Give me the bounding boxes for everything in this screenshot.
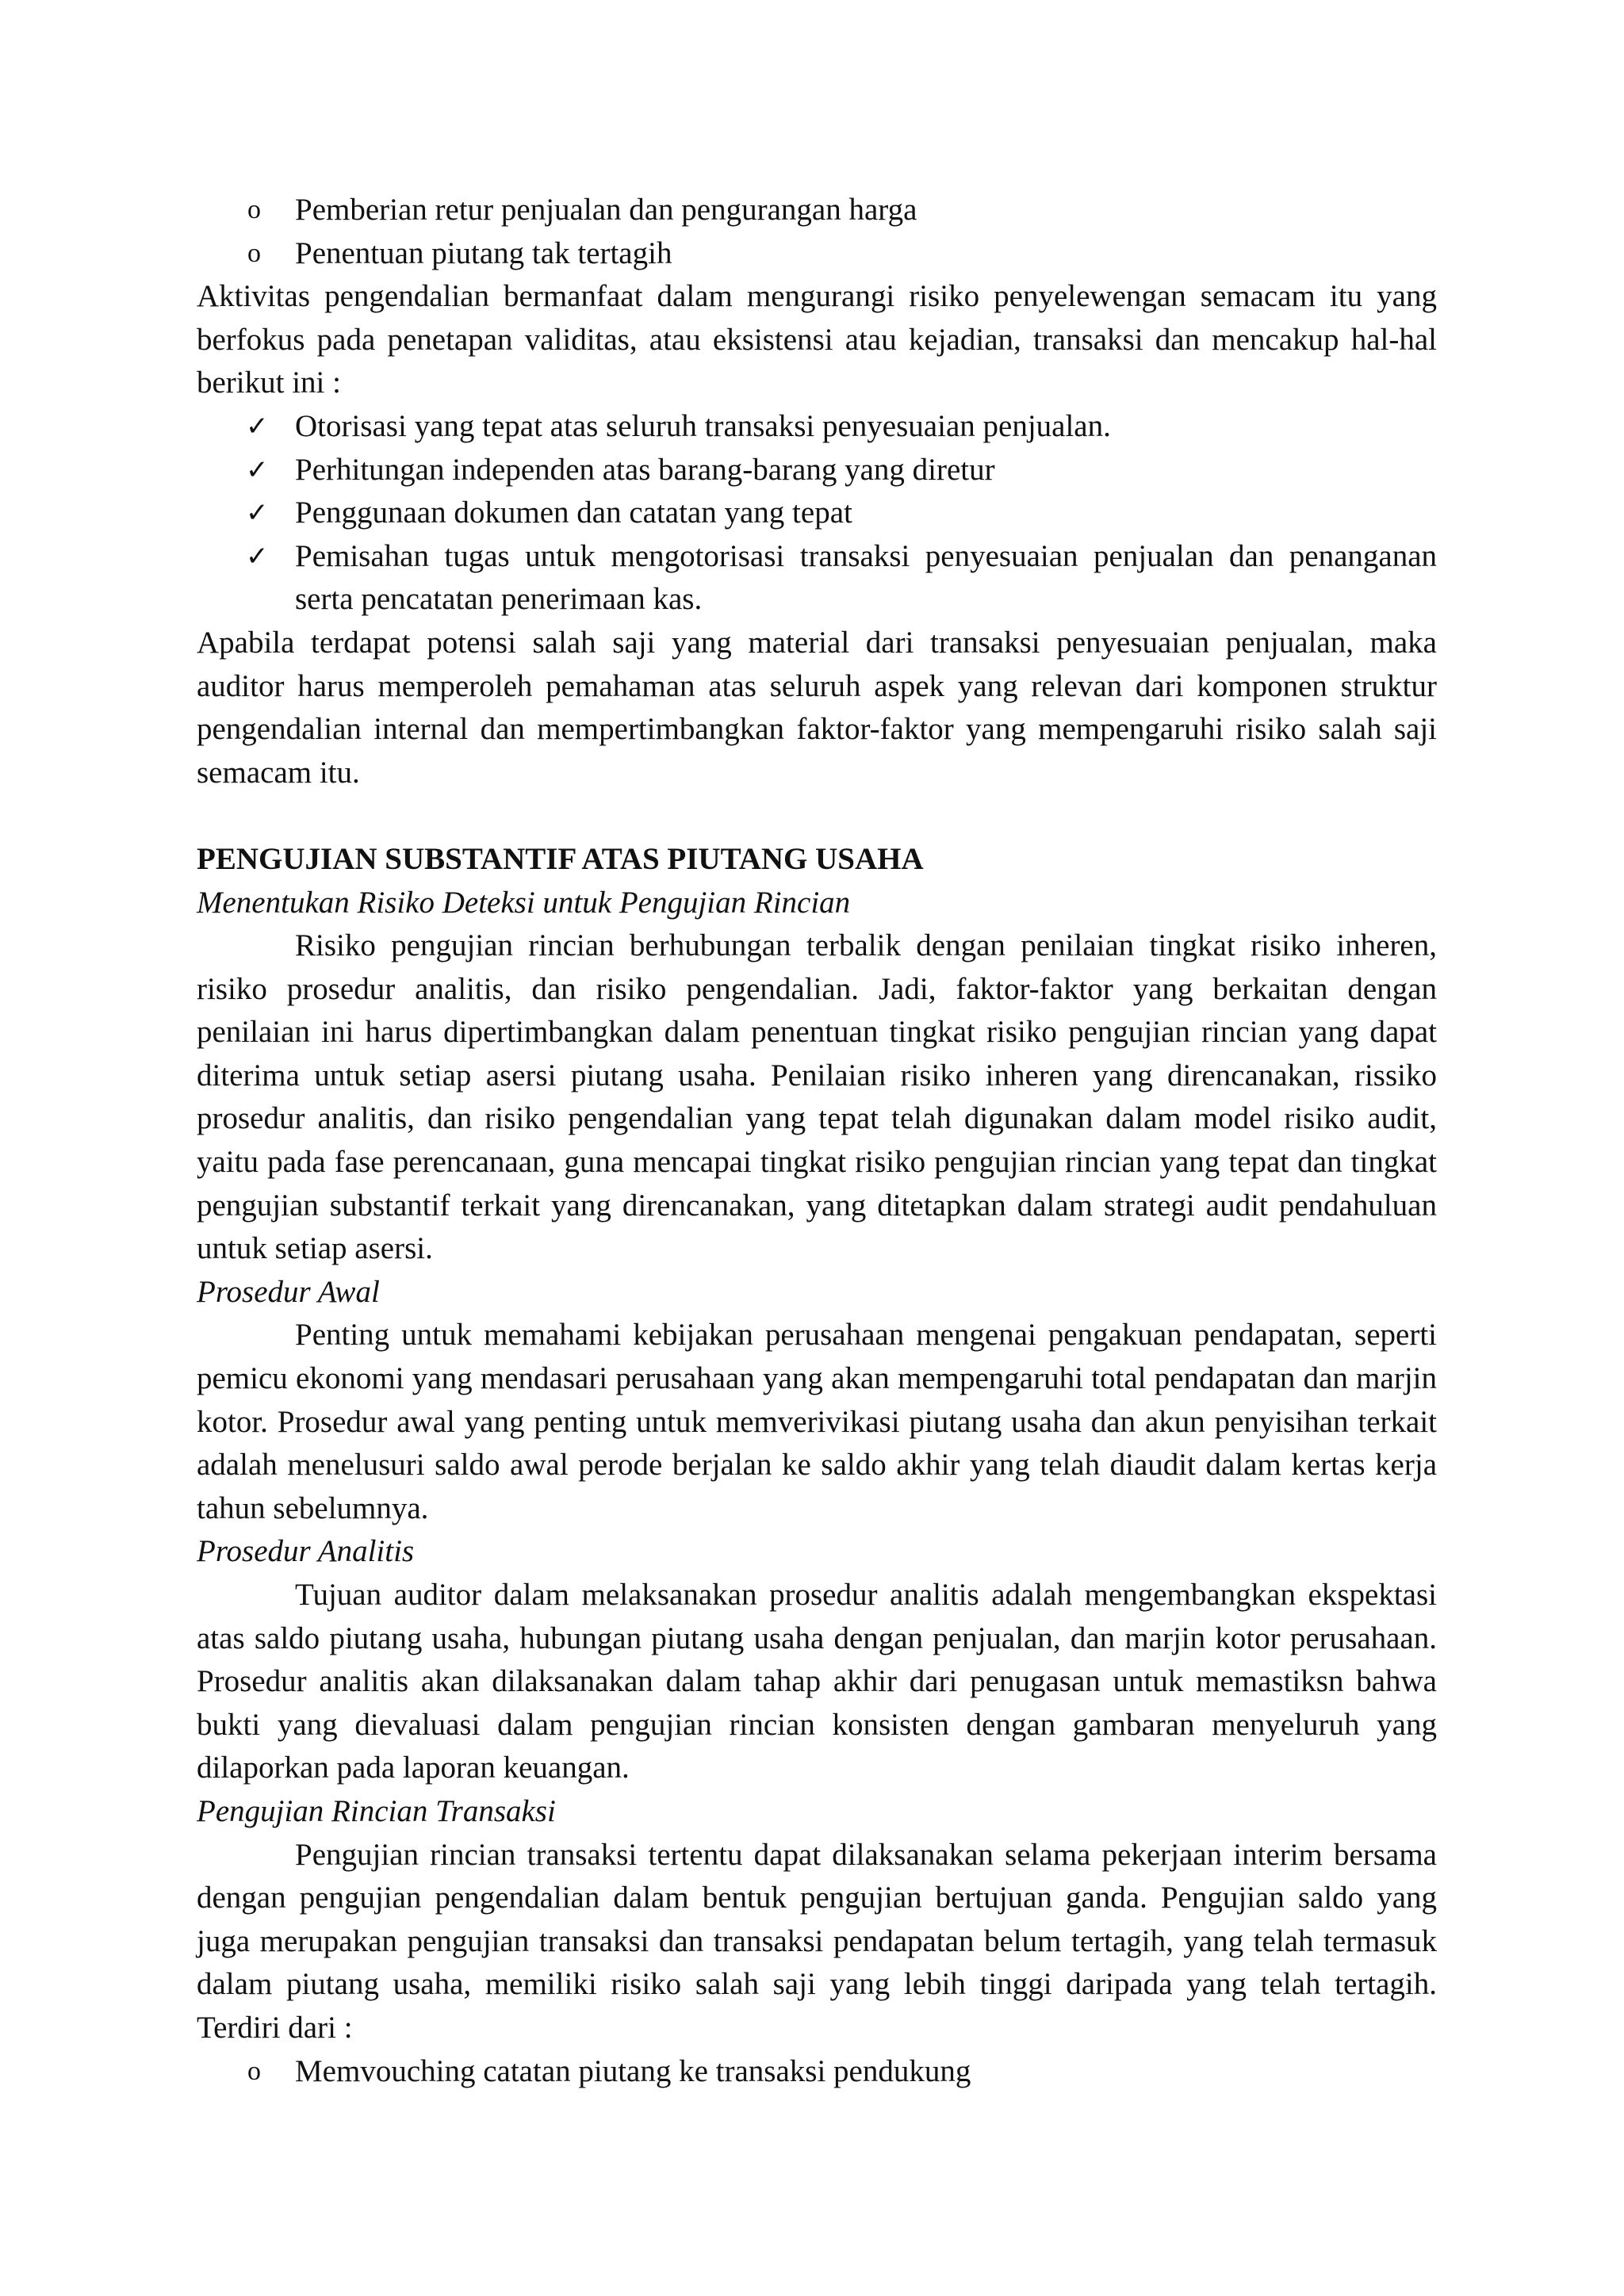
list-item: ✓ Perhitungan independen atas barang-barang yang diretur — [197, 449, 1437, 492]
checkmark-icon: ✓ — [246, 453, 269, 486]
subheading: Prosedur Analitis — [197, 1534, 415, 1569]
circle-bullet-icon: o — [247, 238, 261, 268]
subheading: Menentukan Risiko Deteksi untuk Pengujian Rincian — [197, 885, 851, 920]
list-item: ✓ Penggunaan dokumen dan catatan yang tepat — [197, 492, 1437, 535]
list-item: o Penentuan piutang tak tertagih — [197, 232, 1437, 276]
checkmark-icon: ✓ — [246, 497, 269, 530]
list-item: o Pemberian retur penjualan dan pengurangan harga — [197, 189, 1437, 232]
section-heading: PENGUJIAN SUBSTANTIF ATAS PIUTANG USAHA — [197, 841, 924, 876]
list-item: o Memvouching catatan piutang ke transaksi pendukung — [197, 2050, 1437, 2094]
subheading: Prosedur Awal — [197, 1274, 380, 1309]
checkmark-icon: ✓ — [246, 540, 269, 572]
paragraph: Pengujian rincian transaksi tertentu dapat dilaksanakan selama pekerjaan interim bersama dengan pengujian pengendalian dalam bentuk pengujian bertujuan ganda. Pengujian saldo yang juga merupakan pengujian transaksi dan transaksi pendapatan belum tertagih, yang telah termasuk dalam piutang usaha, memiliki risiko salah saji yang lebih tinggi daripada yang telah tertagih. Terdiri dari : — [197, 1837, 1437, 2045]
paragraph-material: Apabila terdapat potensi salah saji yang material dari transaksi penyesuaian penjualan, maka auditor harus memperoleh pemahaman atas seluruh aspek yang relevan dari komponen struktur pengendalian internal dan mempertimbangkan faktor-faktor yang mempengaruhi risiko salah saji semacam itu. — [197, 625, 1437, 790]
check-list — [197, 405, 1437, 622]
bottom-list — [197, 2050, 1437, 2094]
paragraph: Penting untuk memahami kebijakan perusahaan mengenai pengakuan pendapatan, seperti pemicu ekonomi yang mendasari perusahaan yang akan mempengaruhi total pendapatan dan marjin kotor. Prosedur awal yang penting untuk memverivikasi piutang usaha dan akun penyisihan terkait adalah menelusuri saldo awal perode berjalan ke saldo akhir yang telah diaudit dalam kertas kerja tahun sebelumnya. — [197, 1318, 1437, 1525]
list-item: ✓ Otorisasi yang tepat atas seluruh transaksi penyesuaian penjualan. — [197, 405, 1437, 449]
list-item: ✓ Pemisahan tugas untuk mengotorisasi transaksi penyesuaian penjualan dan penanganan serta pencatatan penerimaan kas. — [197, 535, 1437, 622]
subheading: Pengujian Rincian Transaksi — [197, 1793, 556, 1828]
checkmark-icon: ✓ — [246, 410, 269, 442]
top-list — [197, 189, 1437, 275]
circle-bullet-icon: o — [247, 195, 261, 224]
paragraph: Risiko pengujian rincian berhubungan terbalik dengan penilaian tingkat risiko inheren, risiko prosedur analitis, dan risiko pengendalian. Jadi, faktor-faktor yang berkaitan dengan penilaian ini harus dipertimbangkan dalam penentuan tingkat risiko pengujian rincian yang dapat diterima untuk setiap asersi piutang usaha. Penilaian risiko inheren yang direncanakan, rissiko prosedur analitis, dan risiko pengendalian yang tepat telah digunakan dalam model risiko audit, yaitu pada fase perencanaan, guna mencapai tingkat risiko pengujian rincian yang tepat dan tingkat pengujian substantif terkait yang direncanakan, yang ditetapkan dalam strategi audit pendahuluan untuk setiap asersi. — [197, 928, 1437, 1266]
paragraph: Tujuan auditor dalam melaksanakan prosedur analitis adalah mengembangkan ekspektasi atas saldo piutang usaha, hubungan piutang usaha dengan penjualan, dan marjin kotor perusahaan. Prosedur analitis akan dilaksanakan dalam tahap akhir dari penugasan untuk memastiksn bahwa bukti yang dievaluasi dalam pengujian rincian konsisten dengan gambaran menyeluruh yang dilaporkan pada laporan keuangan. — [197, 1578, 1437, 1785]
circle-bullet-icon: o — [247, 2056, 261, 2086]
paragraph-activities: Aktivitas pengendalian bermanfaat dalam mengurangi risiko penyelewengan semacam itu yang berfokus pada penetapan validitas, atau eksistensi atau kejadian, transaksi dan mencakup hal-hal berikut ini : — [197, 279, 1437, 400]
document-page — [197, 189, 1437, 2093]
